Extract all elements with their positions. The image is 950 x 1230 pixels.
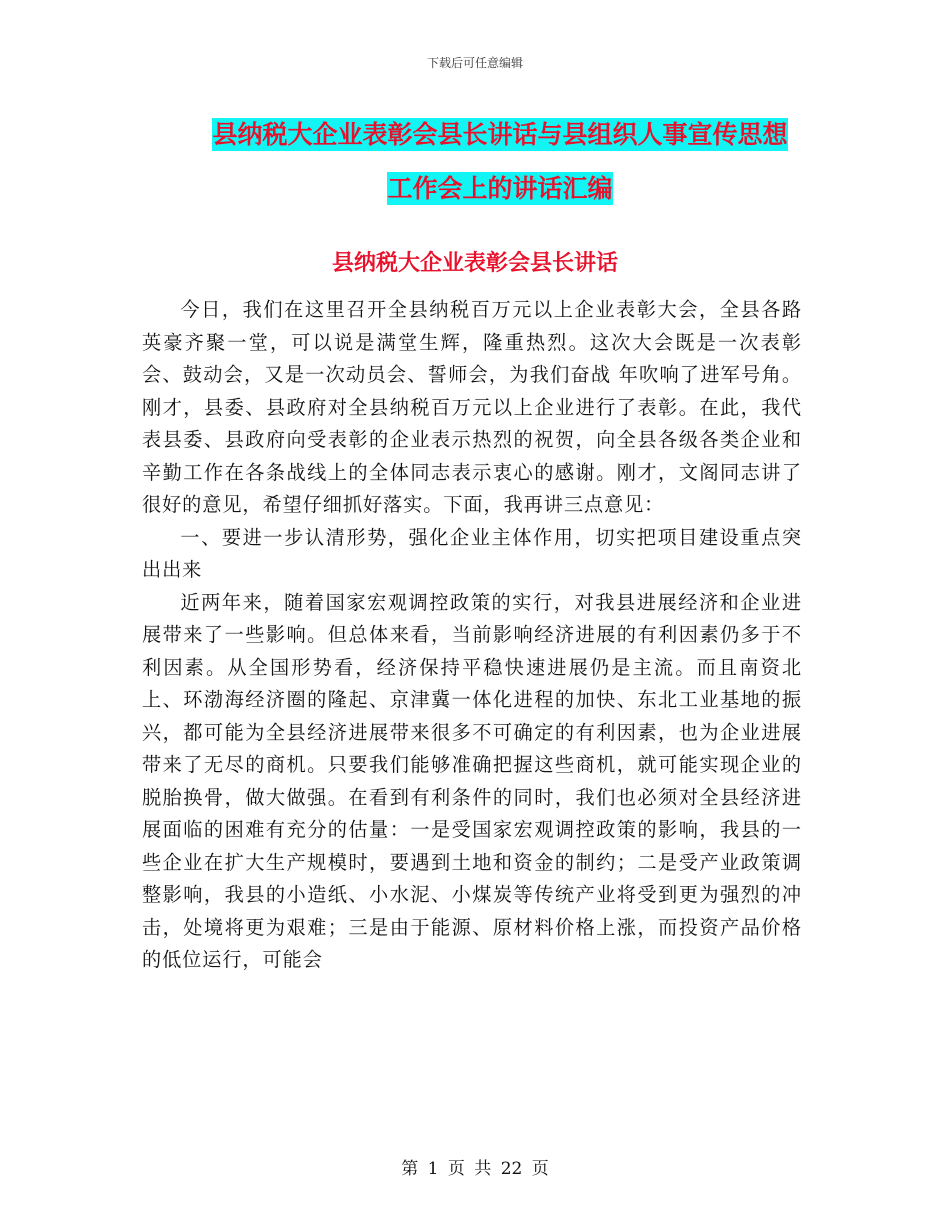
paragraph-heading-1: 一、要进一步认清形势，强化企业主体作用，切实把项目建设重点突出出来 [142, 525, 802, 581]
section-title: 县纳税大企业表彰会县长讲话 [331, 251, 618, 276]
document-title [140, 108, 860, 216]
paragraph-intro: 今日，我们在这里召开全县纳税百万元以上企业表彰大会，全县各路英豪齐聚一堂，可以说是满堂生辉，隆重热烈。这次大会既是一次表彰会、鼓动会，又是一次动员会、誓师会，为我们奋战 年吹响了进军号角。刚才，县委、县政府对全县纳税百万元以上企业进行了表彰。在此，我代表县委、县政府向受表彰的企业表示热烈的祝贺，向全县各级各类企业和辛勤工作在各条战线上的全体同志表示衷心的感谢。刚才，文阁同志讲了很好的意见，希望仔细抓好落实。下面，我再讲三点意见： [142, 298, 802, 516]
title-line-2: 工作会上的讲话汇编 [387, 174, 613, 203]
title-line-1: 县纳税大企业表彰会县长讲话与县组织人事宣传思想 [212, 120, 788, 149]
body-text [142, 294, 802, 977]
page-footer: 第 1 页 共 22 页 [401, 1159, 549, 1179]
header-note: 下载后可任意编辑 [426, 56, 523, 70]
paragraph-situation: 近两年来，随着国家宏观调控政策的实行，对我县进展经济和企业进展带来了一些影响。但总体来看，当前影响经济进展的有利因素仍多于不利因素。从全国形势看，经济保持平稳快速进展仍是主流。而且南资北上、环渤海经济圈的隆起、京津冀一体化进程的加快、东北工业基地的振兴，都可能为全县经济进展带来很多不可确定的有利因素，也为企业进展带来了无尽的商机。只要我们能够准确把握这些商机，就可能实现企业的脱胎换骨，做大做强。在看到有利条件的同时，我们也必须对全县经济进展面临的困难有充分的估量：一是受国家宏观调控政策的影响，我县的一些企业在扩大生产规模时，要遇到土地和资金的制约；二是受产业政策调整影响，我县的小造纸、小水泥、小煤炭等传统产业将受到更为强烈的冲击，处境将更为艰难；三是由于能源、原材料价格上涨，而投资产品价格的低位运行，可能会 [142, 590, 802, 971]
